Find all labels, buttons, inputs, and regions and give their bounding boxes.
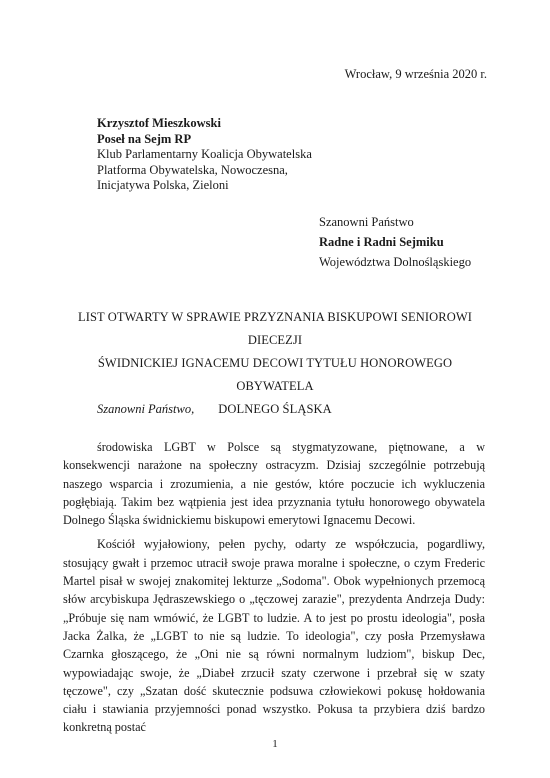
sender-club-line-1: Klub Parlamentarny Koalicja Obywatelska [97,147,312,161]
title-line-2: ŚWIDNICKIEJ IGNACEMU DECOWI TYTUŁU HONOROWEGO OBYWATELA [97,356,453,393]
title-line-3: DOLNEGO ŚLĄSKA [218,402,332,416]
salutation: Szanowni Państwo, [97,402,195,416]
sender-role: Poseł na Sejm RP [97,131,192,146]
recipient-line-3: Województwa Dolnośląskiego [319,255,472,269]
body-paragraph-1: środowiska LGBT w Polsce są stygmatyzowane, piętnowane, a w konsekwencji narażone na społeczny ostracyzm. Dzisiaj szczególnie potrzebują naszego wsparcia i zrozumienia, a nie gestów, które poczucie ich wykluczenia pogłębiają. Takim bez wątpienia jest idea przyznania tytułu honorowego obywatela Dolnego Śląska świdnickiemu biskupowi emerytowi Ignacemu Decowi. [63,440,485,528]
sender-block [97,116,312,194]
letter-date: Wrocław, 9 września 2020 r. [344,67,487,81]
sender-club-line-3: Inicjatywa Polska, Zieloni [97,178,229,192]
recipient-line-2: Radne i Radni Sejmiku [319,235,444,249]
title-line-1: LIST OTWARTY W SPRAWIE PRZYZNANIA BISKUPOWI SENIOROWI DIECEZJI [77,310,473,347]
recipient-line-1: Szanowni Państwo [319,215,414,229]
recipient-block [319,212,471,272]
sender-name: Krzysztof Mieszkowski [97,116,221,130]
letter-body [63,434,485,743]
page-number: 1 [272,738,278,750]
sender-club-line-2: Platforma Obywatelska, Nowoczesna, [97,162,288,177]
body-paragraph-2: Kościół wyjałowiony, pełen pychy, odarty ze współczucia, pogardliwy, stosujący gwałt i przemoc utracił swoje prawa moralne i społeczne, o czym Frederic Martel pisał w swojej znakomitej lekturze „Sodoma". Obok wypełnionych przemocą słów arcybiskupa Jędraszewskiego o „tęczowej zarazie", prezydenta Andrzeja Dudy: „Próbuje się nam wmówić, że LGBT to ludzie. A to jest po prostu ideologia", posła Jacka Żalka, że „LGBT to nie są ludzie. To ideologia", czy posła Przemysława Czarnka głoszącego, że „Oni nie są równi normalnym ludziom", biskup Dec, wypowiadając swoje, że „Diabeł zrzucił szaty czerwone i przebrał się w szaty tęczowe", czy „Szatan dość skutecznie podsuwa człowiekowi pokusę hołdowania ciału i stawiania przyjemności ponad wszystko. Pokusa ta przybiera dziś bardzo konkretną postać [63,537,485,735]
